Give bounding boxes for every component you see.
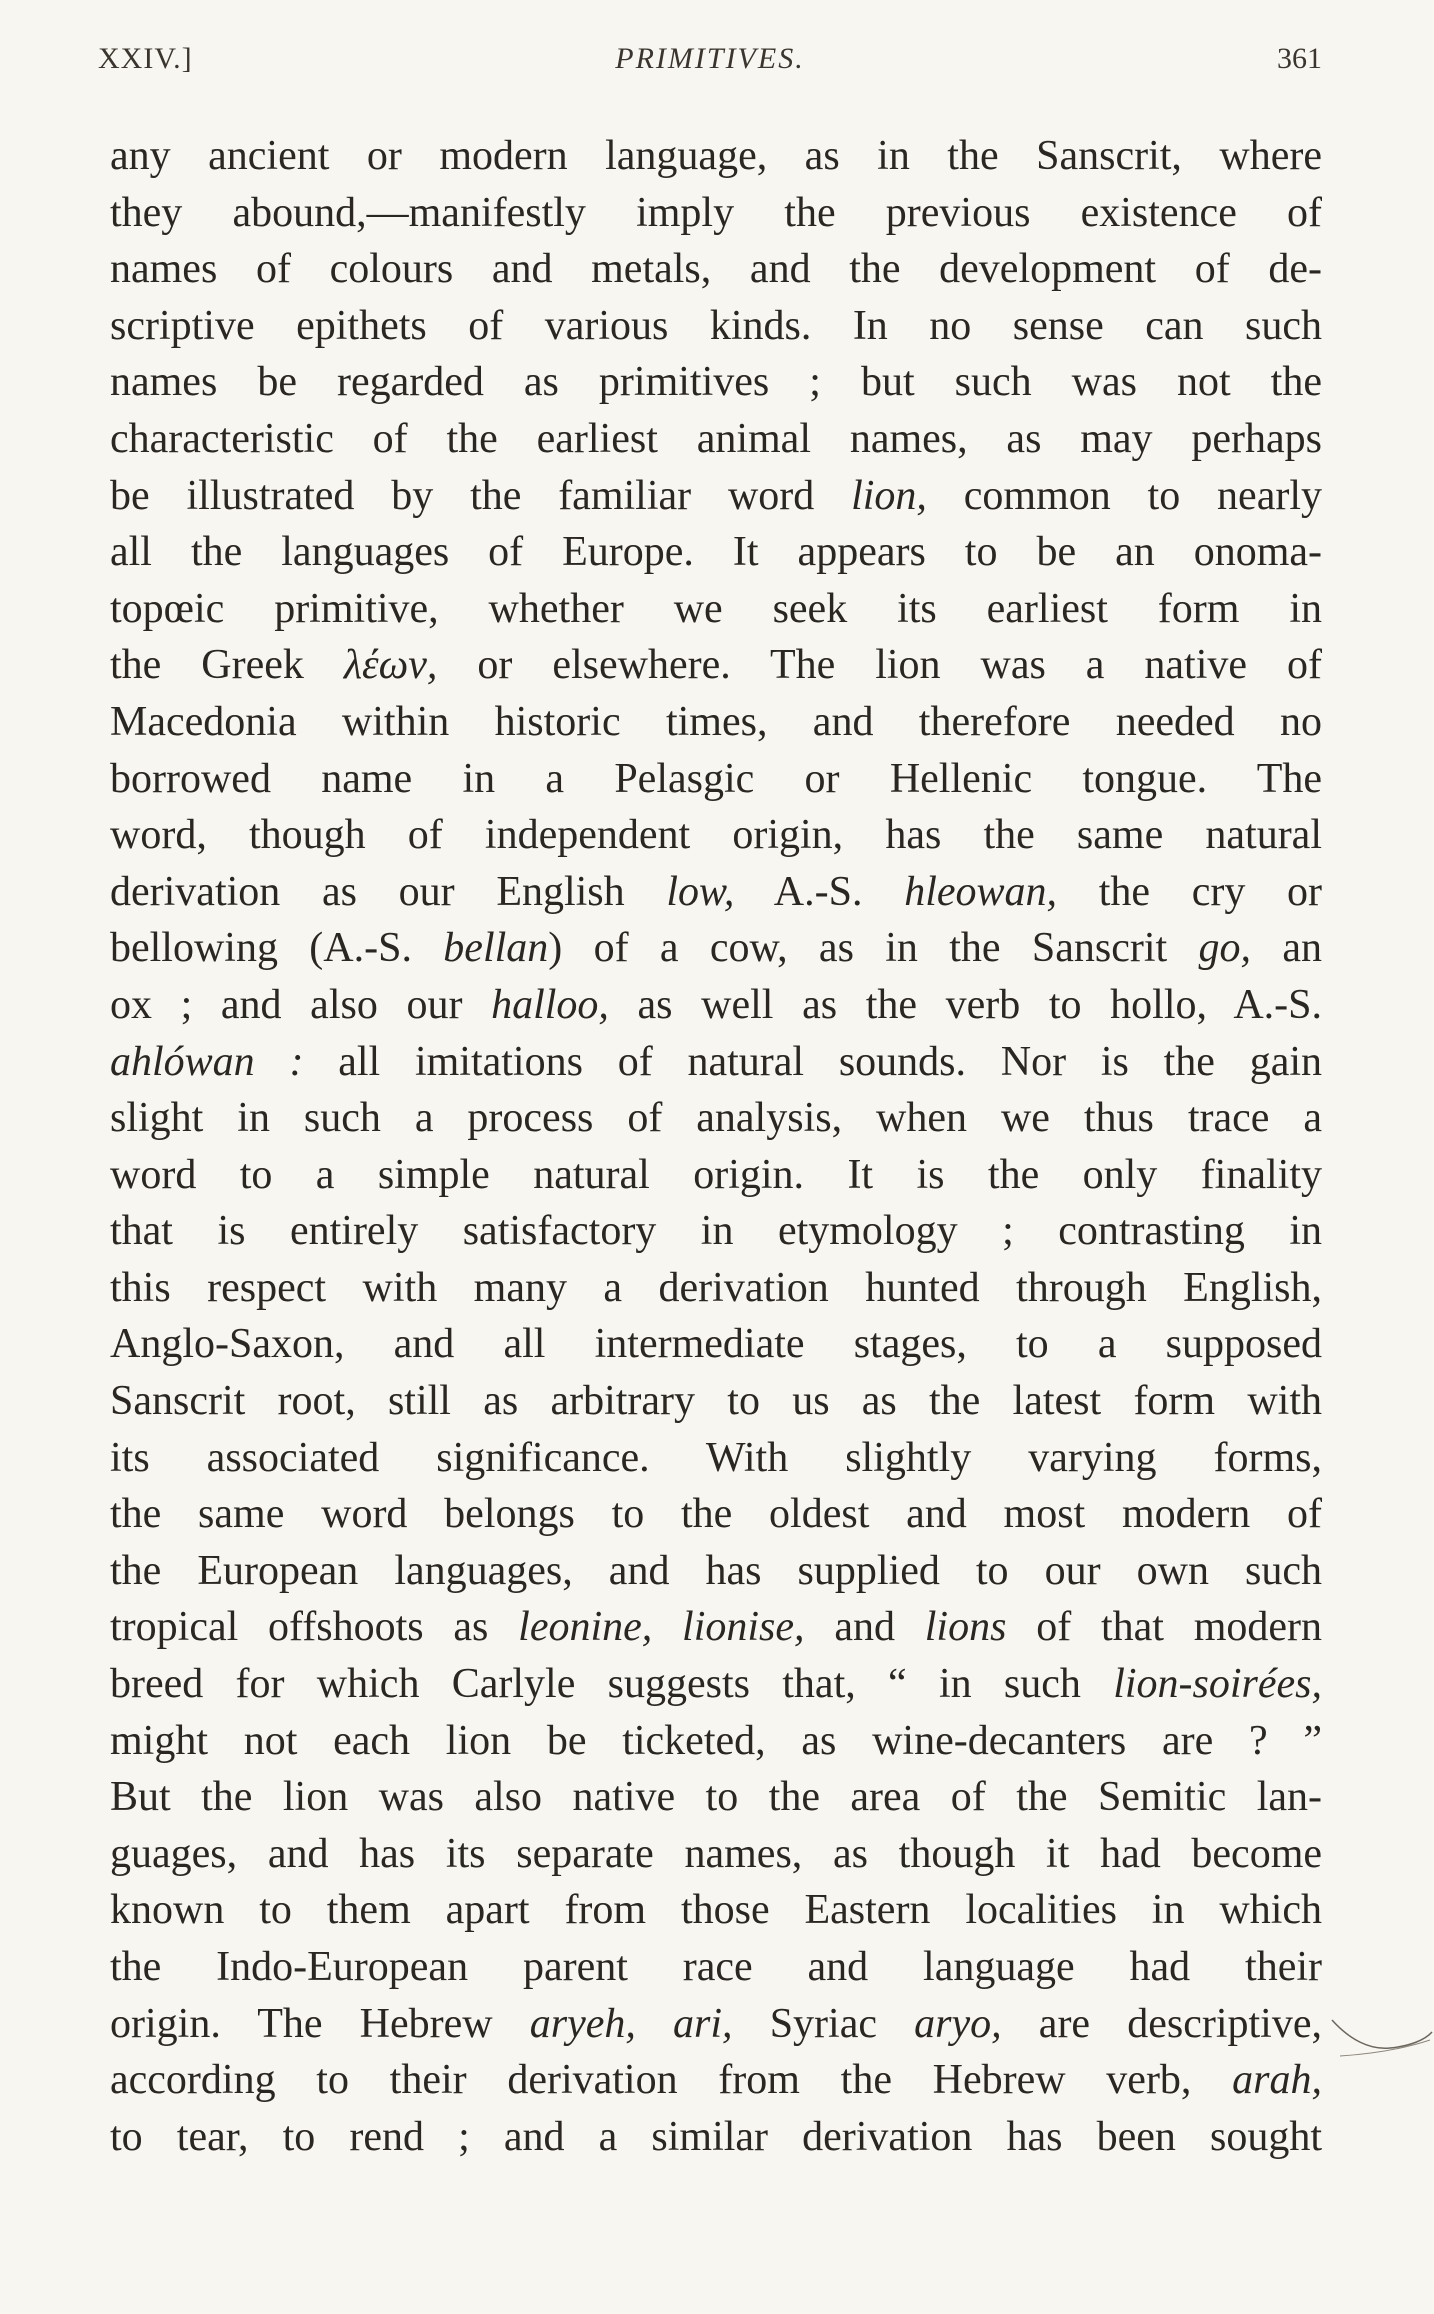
text-line xyxy=(110,1769,1322,1826)
text-run: Sanscrit root, still as arbitrary to us as the latest form with xyxy=(110,1378,1322,1425)
text-run: slight in such a process of analysis, when we thus trace a xyxy=(110,1095,1322,1142)
italic-text: λέων, xyxy=(343,642,438,689)
ink-stroke-mark xyxy=(1330,2010,1434,2070)
italic-text: lion, xyxy=(851,472,927,519)
text-line xyxy=(110,1147,1322,1204)
text-line xyxy=(110,807,1322,864)
text-line xyxy=(110,581,1322,638)
body-text xyxy=(110,128,1322,2165)
text-line xyxy=(110,1090,1322,1147)
text-run: known to them apart from those Eastern localities in which xyxy=(110,1887,1322,1934)
italic-text: halloo, xyxy=(491,981,609,1028)
text-run: be illustrated by the familiar word xyxy=(110,472,852,519)
text-line xyxy=(110,524,1322,581)
text-line xyxy=(110,864,1322,921)
italic-text: arah, xyxy=(1232,2057,1322,2104)
text-run: bellowing (A.-S. xyxy=(110,925,444,972)
text-line xyxy=(110,1430,1322,1487)
text-line xyxy=(110,2052,1322,2109)
text-run: this respect with many a derivation hunted through English, xyxy=(110,1264,1322,1311)
text-run: and xyxy=(804,1604,925,1651)
text-run: word, though of independent origin, has the same natural xyxy=(110,812,1322,859)
text-line xyxy=(110,1882,1322,1939)
text-line xyxy=(110,1203,1322,1260)
text-line xyxy=(110,1939,1322,1996)
text-line xyxy=(110,1713,1322,1770)
italic-text: leonine, lionise, xyxy=(518,1604,805,1651)
text-line xyxy=(110,920,1322,977)
text-run: of that modern xyxy=(1006,1604,1322,1651)
text-line xyxy=(110,1599,1322,1656)
text-line xyxy=(110,1316,1322,1373)
text-line xyxy=(110,637,1322,694)
text-line xyxy=(110,354,1322,411)
text-run: But the lion was also native to the area of the Semitic lan- xyxy=(110,1774,1322,1821)
text-run: might not each lion be ticketed, as wine-decanters are ? ” xyxy=(110,1717,1322,1764)
text-run: borrowed name in a Pelasgic or Hellenic tongue. The xyxy=(110,755,1322,802)
italic-text: low, xyxy=(666,868,735,915)
text-run: according to their derivation from the Hebrew verb, xyxy=(110,2057,1233,2104)
text-run: or elsewhere. The lion was a native of xyxy=(437,642,1322,689)
text-run: Anglo-Saxon, and all intermediate stages, to a supposed xyxy=(110,1321,1322,1368)
text-run: any ancient or modern language, as in the Sanscrit, where xyxy=(110,133,1322,179)
text-run: the Greek xyxy=(110,642,344,689)
text-run: all the languages of Europe. It appears to be an onoma- xyxy=(110,529,1322,576)
text-line xyxy=(110,468,1322,525)
text-run: ) of a cow, as in the Sanscrit xyxy=(548,925,1199,972)
text-line xyxy=(110,1486,1322,1543)
text-run: common to nearly xyxy=(926,472,1322,519)
text-run: derivation as our English xyxy=(110,868,667,915)
text-run: to tear, to rend ; and a similar derivation has been sought xyxy=(110,2113,1322,2160)
text-run: scriptive epithets of various kinds. In no sense can such xyxy=(110,302,1322,349)
text-run: topœic primitive, whether we seek its earliest form in xyxy=(110,585,1322,632)
text-run: names be regarded as primitives ; but such was not the xyxy=(110,359,1322,406)
text-run: they abound,—manifestly imply the previous existence of xyxy=(110,189,1322,236)
running-title: PRIMITIVES. xyxy=(615,42,805,75)
text-line xyxy=(110,1034,1322,1091)
text-line xyxy=(110,241,1322,298)
page-number: 361 xyxy=(1277,42,1322,75)
text-run: the Indo-European parent race and language had their xyxy=(110,1944,1322,1990)
text-line xyxy=(110,977,1322,1034)
text-line xyxy=(110,411,1322,468)
text-run: Macedonia within historic times, and therefore needed no xyxy=(110,698,1322,745)
text-run: word to a simple natural origin. It is the only finality xyxy=(110,1151,1322,1198)
text-run: characteristic of the earliest animal names, as may perhaps xyxy=(110,415,1322,462)
italic-text: aryo, xyxy=(914,2000,1002,2047)
text-run: A.-S. xyxy=(734,868,905,915)
italic-text: lions xyxy=(924,1604,1007,1651)
text-run: Syriac xyxy=(732,2000,915,2047)
italic-text: ahlówan : xyxy=(110,1038,304,1085)
text-run: the European languages, and has supplied to our own such xyxy=(110,1547,1322,1594)
italic-text: bellan xyxy=(443,925,549,972)
text-line xyxy=(110,1260,1322,1317)
text-run: the same word belongs to the oldest and most modern of xyxy=(110,1491,1322,1538)
running-head xyxy=(98,42,1322,94)
text-line xyxy=(110,1996,1322,2053)
text-run: are descriptive, xyxy=(1001,2000,1322,2047)
text-run: the cry or xyxy=(1057,868,1323,915)
text-line xyxy=(110,298,1322,355)
text-run: breed for which Carlyle suggests that, “ in such xyxy=(110,1661,1114,1708)
text-line xyxy=(110,1826,1322,1883)
text-line xyxy=(110,694,1322,751)
text-run: its associated significance. With slightly varying forms, xyxy=(110,1434,1322,1481)
text-run: guages, and has its separate names, as though it had become xyxy=(110,1830,1322,1877)
text-run: all imitations of natural sounds. Nor is the gain xyxy=(303,1038,1323,1085)
text-run: names of colours and metals, and the development of de- xyxy=(110,246,1322,293)
text-line xyxy=(110,751,1322,808)
text-run: that is entirely satisfactory in etymology ; contrasting in xyxy=(110,1208,1322,1255)
text-run: tropical offshoots as xyxy=(110,1604,519,1651)
text-line xyxy=(110,2109,1322,2166)
italic-text: hleowan, xyxy=(904,868,1058,915)
text-run: an xyxy=(1251,925,1322,972)
italic-text: aryeh, ari, xyxy=(529,2000,733,2047)
italic-text: lion-soirées, xyxy=(1113,1661,1322,1708)
text-run: origin. The Hebrew xyxy=(110,2000,530,2047)
text-line xyxy=(110,1373,1322,1430)
text-line xyxy=(110,1543,1322,1600)
text-run: as well as the verb to hollo, A.-S. xyxy=(608,981,1322,1028)
text-run: ox ; and also our xyxy=(110,981,492,1028)
chapter-number: XXIV.] xyxy=(98,42,193,75)
text-line xyxy=(110,1656,1322,1713)
text-line xyxy=(110,185,1322,242)
italic-text: go, xyxy=(1198,925,1252,972)
text-line xyxy=(110,128,1322,185)
